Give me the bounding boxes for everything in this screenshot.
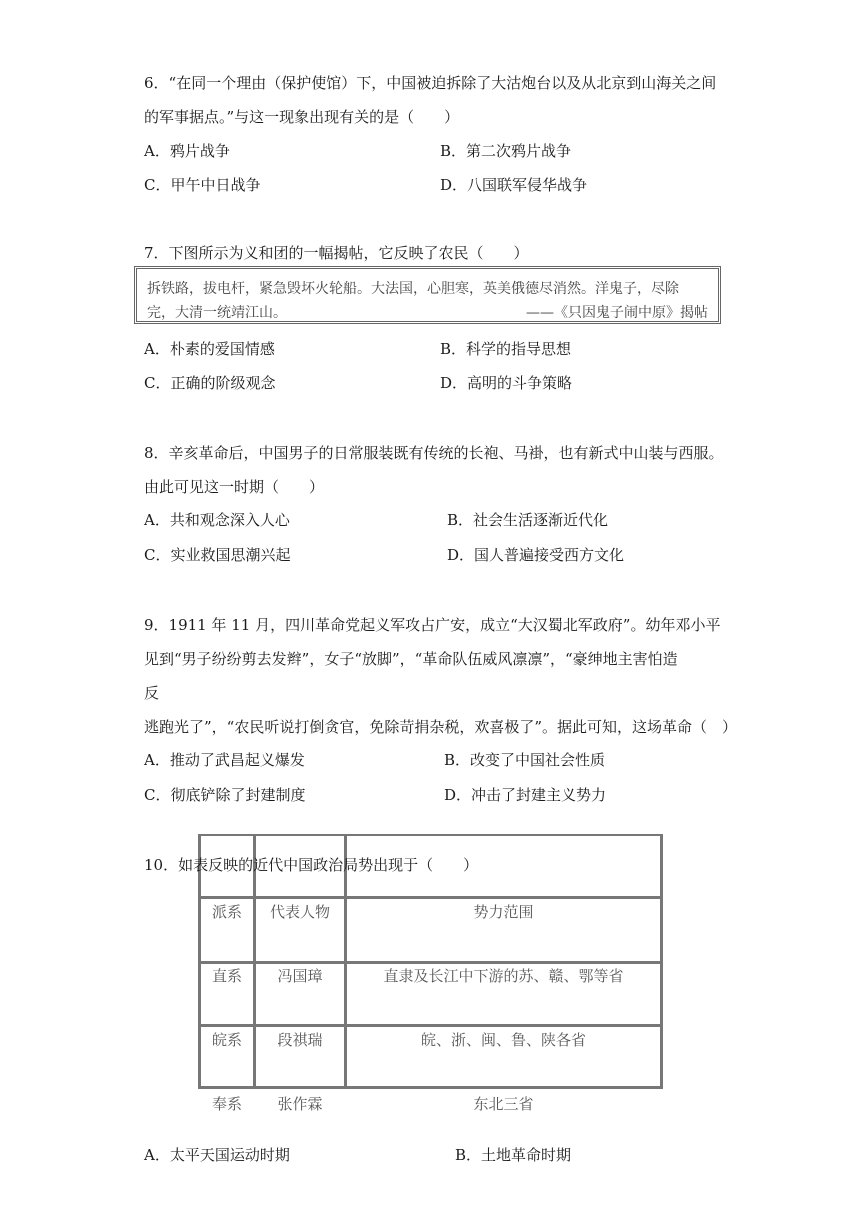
q7-option-d[interactable]: D．高明的斗争策略 — [440, 374, 573, 392]
q8-option-c[interactable]: C．实业救国思潮兴起 — [144, 546, 291, 564]
q7-quote-line2: 完，大清一统靖江山。 — [147, 305, 287, 321]
q8-stem-line1: 8．辛亥革命后，中国男子的日常服装既有传统的长袍、马褂，也有新式中山装与西服。 — [144, 444, 724, 462]
q6-option-c[interactable]: C．甲午中日战争 — [144, 176, 261, 194]
table-border-line — [198, 1024, 662, 1027]
q9-option-c[interactable]: C．彻底铲除了封建制度 — [144, 786, 306, 804]
table-cell: 东北三省 — [473, 1095, 534, 1113]
q7-option-a[interactable]: A．朴素的爱国情感 — [144, 340, 275, 358]
q9-stem-line2: 见到“男子纷纷剪去发辫”，女子“放脚”，“革命队伍威风凛凛”，“豪绅地主害怕造 — [144, 650, 678, 668]
table-cell: 奉系 — [211, 1095, 242, 1113]
q7-option-b[interactable]: B．科学的指导思想 — [440, 340, 572, 358]
table-cell: 直隶及长江中下游的苏、赣、鄂等省 — [383, 967, 624, 985]
q6-option-d[interactable]: D．八国联军侵华战争 — [440, 176, 588, 194]
q8-option-b[interactable]: B．社会生活逐渐近代化 — [447, 511, 609, 529]
q7-quote-box — [134, 266, 721, 324]
q7-option-c[interactable]: C．正确的阶级观念 — [144, 374, 276, 392]
q8-stem-line2: 由此可见这一时期（ ） — [144, 478, 325, 496]
table-cell: 直系 — [211, 967, 242, 985]
table-cell: 冯国璋 — [277, 967, 323, 985]
q10-stem: 10．如表反映的近代中国政治局势出现于（ ） — [144, 856, 479, 874]
table-cell: 张作霖 — [277, 1095, 323, 1113]
table-header-leader: 代表人物 — [269, 903, 330, 921]
q6-option-b[interactable]: B．第二次鸦片战争 — [440, 142, 572, 160]
table-border-line — [660, 834, 663, 1089]
q7-quote-source: ——《只因鬼子闹中原》揭帖 — [526, 305, 708, 321]
q8-option-d[interactable]: D．国人普遍接受西方文化 — [447, 546, 625, 564]
q9-option-a[interactable]: A．推动了武昌起义爆发 — [144, 751, 305, 769]
table-border-line — [198, 896, 662, 899]
q7-quote-line1: 拆铁路，拔电杆，紧急毁坏火轮船。大法国，心胆寒，英美俄德尽消然。洋鬼子，尽除 — [147, 281, 679, 297]
table-cell: 皖系 — [211, 1031, 242, 1049]
q6-option-a[interactable]: A．鸦片战争 — [144, 142, 230, 160]
q8-option-a[interactable]: A．共和观念深入人心 — [144, 511, 290, 529]
table-border-line — [198, 834, 662, 836]
q10-option-a[interactable]: A．太平天国运动时期 — [144, 1146, 290, 1164]
q9-option-d[interactable]: D．冲击了封建主义势力 — [444, 786, 607, 804]
table-header-faction: 派系 — [211, 903, 242, 921]
q6-stem-line2: 的军事据点。”与这一现象出现有关的是（ ） — [144, 108, 460, 126]
q9-option-b[interactable]: B．改变了中国社会性质 — [444, 751, 606, 769]
table-header-territory: 势力范围 — [473, 903, 534, 921]
q9-stem-line4: 逃跑光了”，“农民听说打倒贪官，免除苛捐杂税，欢喜极了”。据此可知，这场革命（ ） — [144, 718, 738, 736]
table-border-line — [198, 1086, 662, 1089]
q9-stem-line3: 反 — [144, 684, 160, 702]
table-cell: 皖、浙、闽、鲁、陕各省 — [420, 1031, 586, 1049]
q6-stem-line1: 6．“在同一个理由（保护使馆）下，中国被迫拆除了大沽炮台以及从北京到山海关之间 — [144, 74, 717, 92]
q7-stem: 7．下图所示为义和团的一幅揭帖，它反映了农民（ ） — [144, 244, 529, 262]
table-cell: 段祺瑞 — [277, 1031, 323, 1049]
q9-stem-line1: 9．1911 年 11 月，四川革命党起义军攻占广安，成立“大汉蜀北军政府”。幼年邓小平 — [144, 616, 721, 634]
table-border-line — [198, 961, 662, 964]
q10-option-b[interactable]: B．土地革命时期 — [455, 1146, 572, 1164]
